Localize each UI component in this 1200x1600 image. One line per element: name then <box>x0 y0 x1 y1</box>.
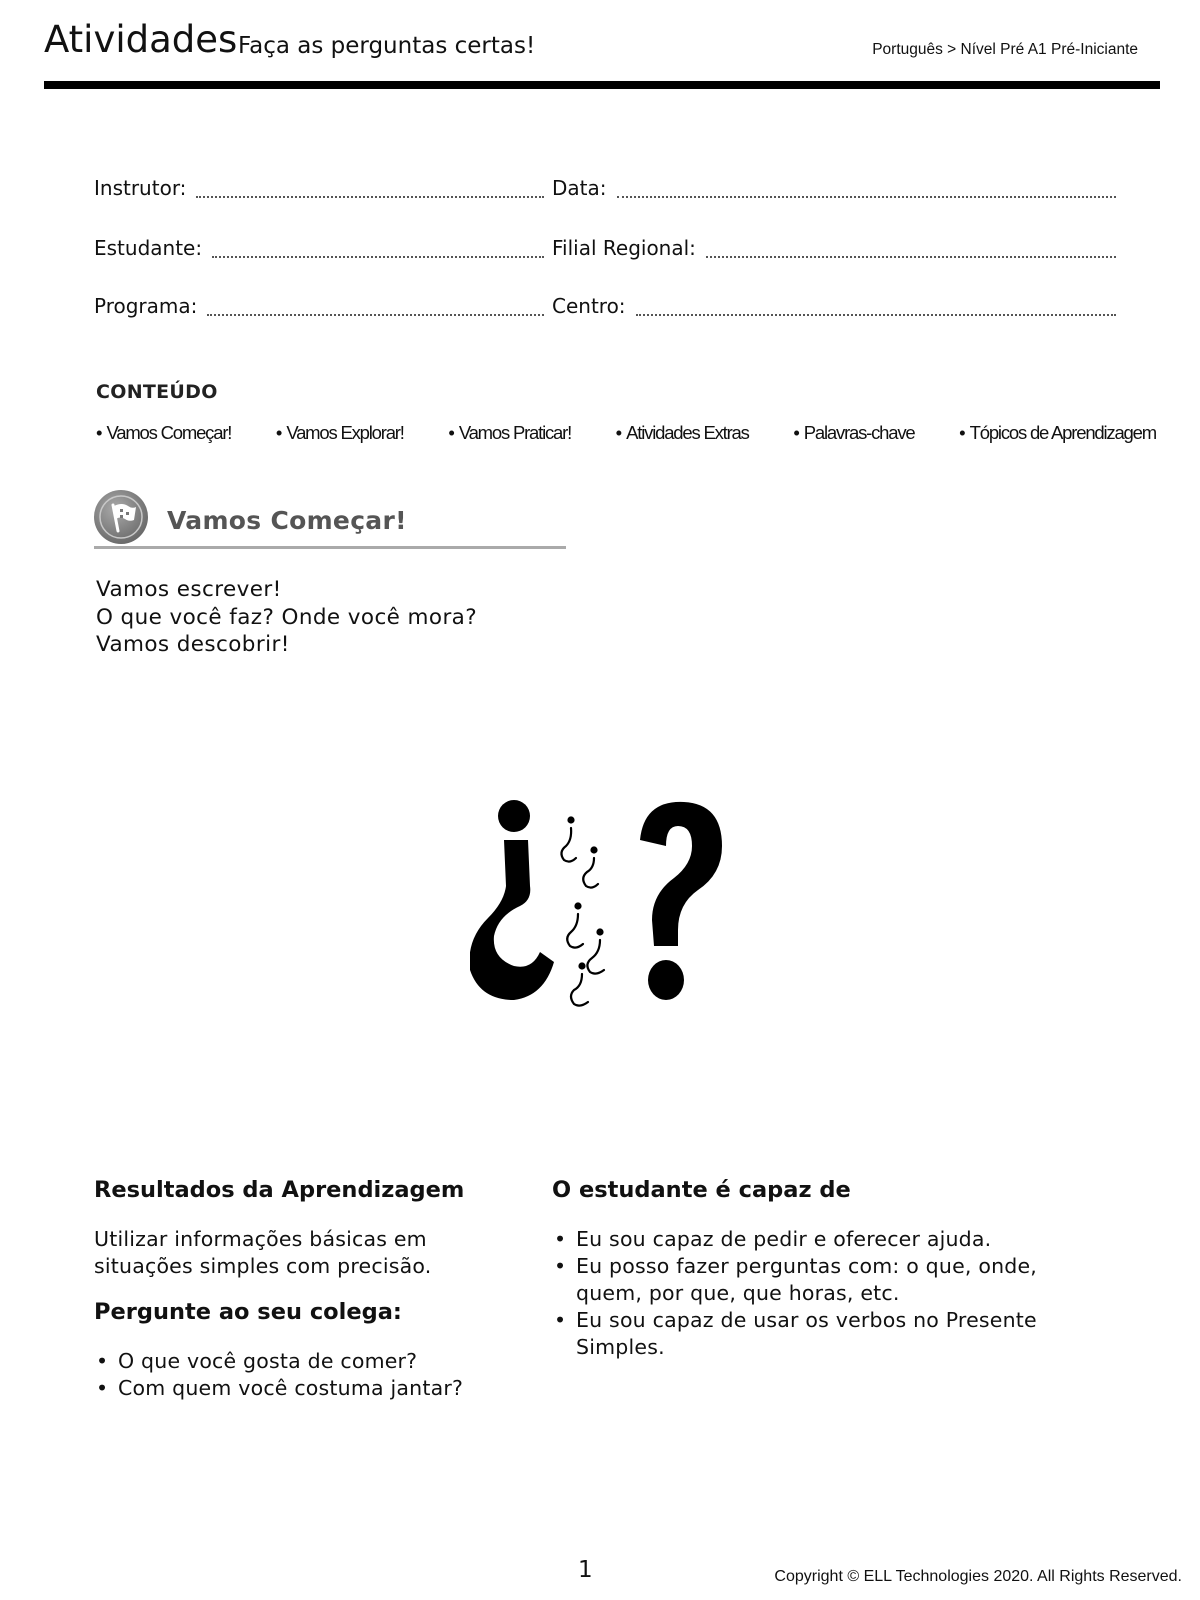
ask-list <box>94 1348 534 1402</box>
contents-item[interactable]: • Vamos Praticar! <box>448 422 571 444</box>
estudante-label: Estudante: <box>94 236 203 260</box>
data-field[interactable] <box>552 176 1116 200</box>
programa-label: Programa: <box>94 294 198 318</box>
list-item: • O que você gosta de comer? <box>94 1348 534 1375</box>
contents-title: CONTEÚDO <box>96 381 218 403</box>
copyright: Copyright © ELL Technologies 2020. All Rights Reserved. <box>774 1568 1182 1585</box>
centro-label: Centro: <box>552 294 626 318</box>
list-item: • Eu sou capaz de pedir e oferecer ajuda. <box>552 1226 1072 1253</box>
contents-list <box>96 422 1156 444</box>
data-label: Data: <box>552 176 607 200</box>
header-divider <box>44 81 1160 89</box>
outcomes-title: Resultados da Aprendizagem <box>94 1177 465 1203</box>
page-subtitle: Faça as perguntas certas! <box>238 33 536 59</box>
page-number: 1 <box>578 1557 593 1583</box>
abilities-title: O estudante é capaz de <box>552 1177 851 1203</box>
intro-line: Vamos escrever! <box>96 577 282 602</box>
list-item: • Eu posso fazer perguntas com: o que, onde, quem, por que, que horas, etc. <box>552 1253 1072 1307</box>
flag-icon <box>94 490 148 544</box>
instrutor-field[interactable] <box>94 176 544 200</box>
filial-field[interactable] <box>552 236 1116 260</box>
contents-item[interactable]: • Atividades Extras <box>616 422 749 444</box>
instrutor-label: Instrutor: <box>94 176 187 200</box>
section-divider <box>94 546 566 549</box>
estudante-field[interactable] <box>94 236 544 260</box>
contents-item[interactable]: • Tópicos de Aprendizagem <box>959 422 1156 444</box>
page-title: Atividades <box>44 18 238 61</box>
contents-item[interactable]: • Vamos Explorar! <box>276 422 404 444</box>
intro-line: Vamos descobrir! <box>96 632 290 657</box>
programa-line[interactable] <box>207 313 544 316</box>
list-item: • Eu sou capaz de usar os verbos no Presente Simples. <box>552 1307 1072 1361</box>
intro-line: O que você faz? Onde você mora? <box>96 604 478 630</box>
filial-label: Filial Regional: <box>552 236 696 260</box>
section-title: Vamos Começar! <box>167 506 407 535</box>
programa-field[interactable] <box>94 294 544 318</box>
abilities-list <box>552 1226 1072 1361</box>
list-item: • Com quem você costuma jantar? <box>94 1375 534 1402</box>
outcomes-text: Utilizar informações básicas em situações simples com precisão. <box>94 1227 432 1278</box>
contents-item[interactable]: • Vamos Começar! <box>96 422 231 444</box>
filial-line[interactable] <box>706 255 1116 258</box>
breadcrumb: Português > Nível Pré A1 Pré-Iniciante <box>872 41 1138 58</box>
instrutor-line[interactable] <box>196 195 544 198</box>
centro-line[interactable] <box>636 313 1116 316</box>
centro-field[interactable] <box>552 294 1116 318</box>
estudante-line[interactable] <box>212 255 544 258</box>
question-marks-icon <box>470 800 750 1040</box>
contents-item[interactable]: • Palavras-chave <box>793 422 914 444</box>
data-line[interactable] <box>617 195 1117 198</box>
ask-title: Pergunte ao seu colega: <box>94 1299 402 1325</box>
intro-text <box>96 576 477 659</box>
